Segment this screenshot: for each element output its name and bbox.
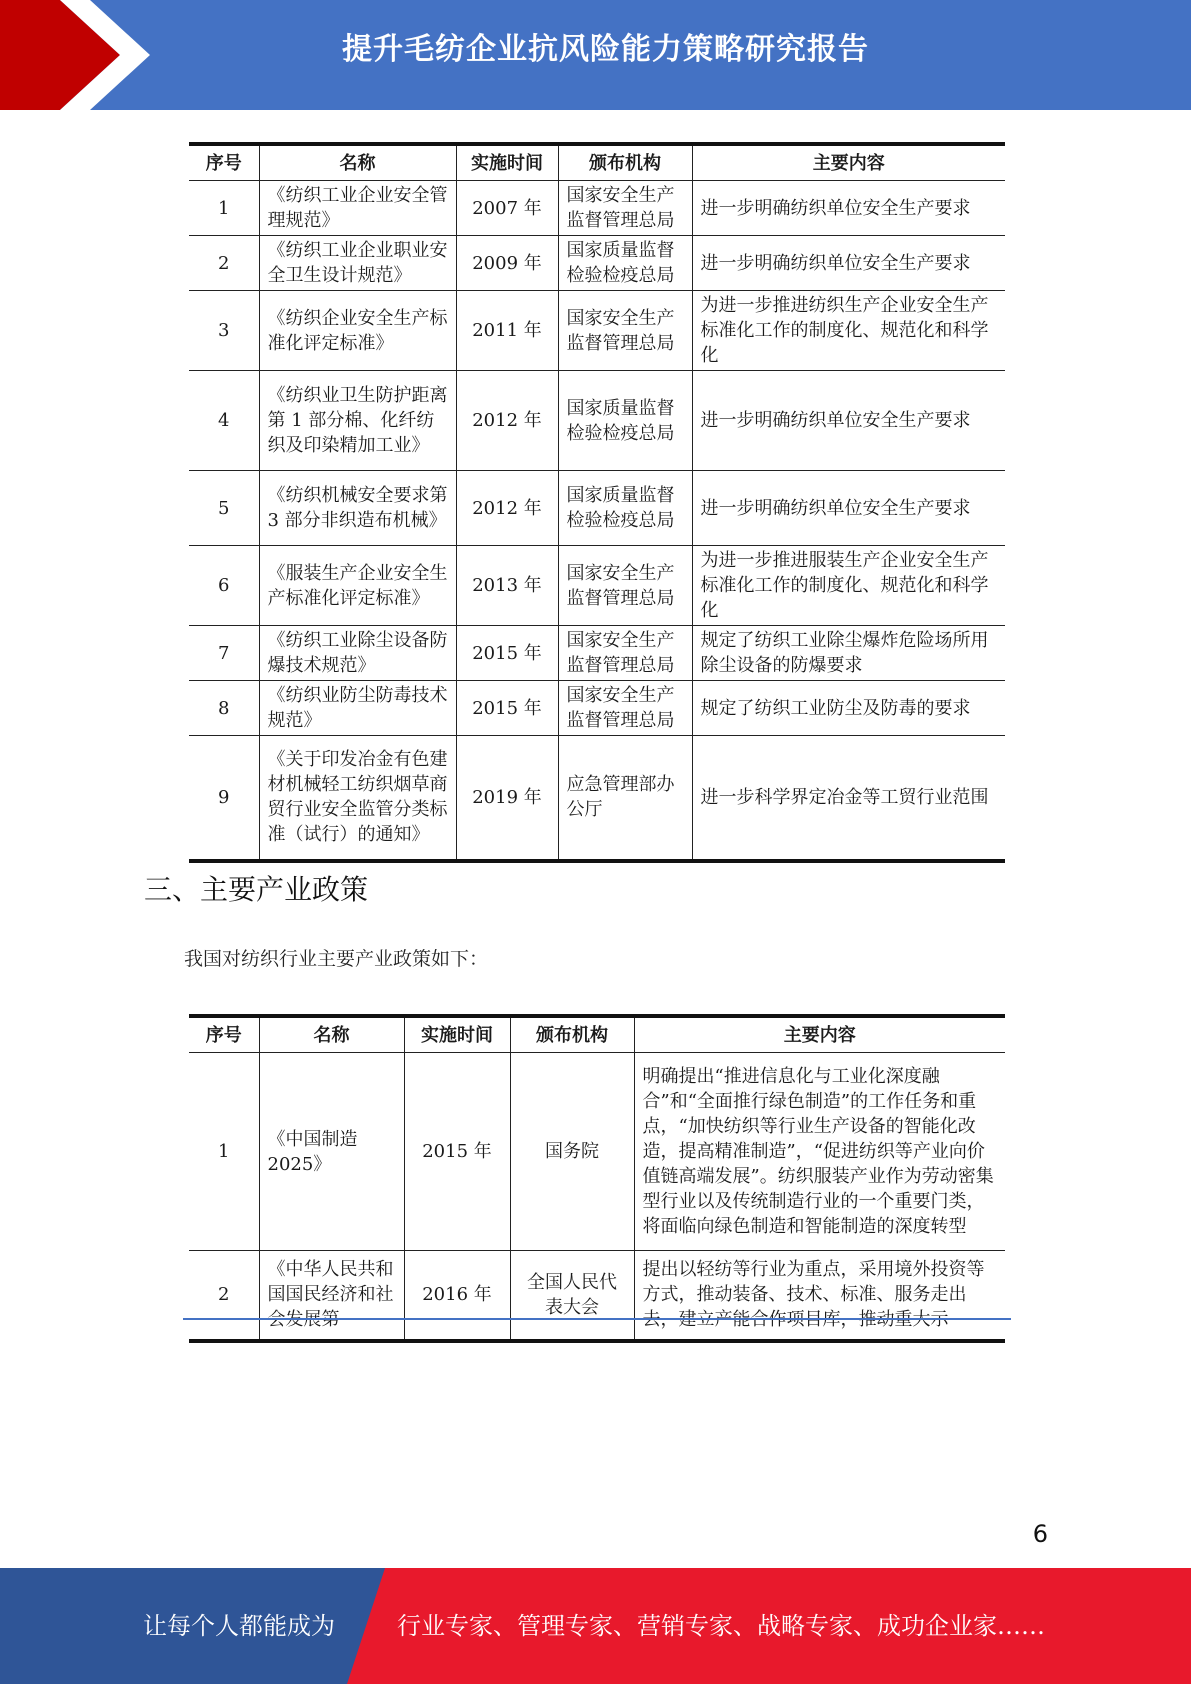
cell-date: 2019 年 — [456, 736, 558, 861]
cell-content: 规定了纺织工业防尘及防毒的要求 — [692, 681, 1005, 736]
cell-name: 《纺织机械安全要求第 3 部分非织造布机械》 — [259, 471, 456, 546]
cell-issuer: 国家质量监督检验检疫总局 — [558, 471, 692, 546]
cell-content: 明确提出“推进信息化与工业化深度融合”和“全面推行绿色制造”的工作任务和重点，“加快纺织等行业生产设备的智能化改造，提高精准制造”，“促进纺织等产业向价值链高端发展”。纺织服装产业作为劳动密集型行业以及传统制造行业的一个重要门类，将面临向绿色制造和智能制造的深度转型 — [634, 1053, 1005, 1251]
header-content: 主要内容 — [692, 144, 1005, 181]
table-row — [189, 1251, 1005, 1341]
cell-date: 2015 年 — [456, 681, 558, 736]
cell-issuer: 应急管理部办公厅 — [558, 736, 692, 861]
cell-date: 2015 年 — [404, 1053, 510, 1251]
cell-content: 为进一步推进纺织生产企业安全生产标准化工作的制度化、规范化和科学化 — [692, 291, 1005, 371]
cell-name: 《纺织企业安全生产标准化评定标准》 — [259, 291, 456, 371]
cell-content: 规定了纺织工业除尘爆炸危险场所用除尘设备的防爆要求 — [692, 626, 1005, 681]
header-issuer: 颁布机构 — [510, 1016, 634, 1053]
cell-content: 为进一步推进服装生产企业安全生产标准化工作的制度化、规范化和科学化 — [692, 546, 1005, 626]
cell-content: 进一步明确纺织单位安全生产要求 — [692, 236, 1005, 291]
cell-index: 4 — [189, 371, 259, 471]
cell-content: 进一步明确纺织单位安全生产要求 — [692, 181, 1005, 236]
cell-index: 3 — [189, 291, 259, 371]
header-index: 序号 — [189, 144, 259, 181]
cell-content: 进一步明确纺织单位安全生产要求 — [692, 371, 1005, 471]
cell-date: 2011 年 — [456, 291, 558, 371]
cell-date: 2012 年 — [456, 471, 558, 546]
cell-date: 2007 年 — [456, 181, 558, 236]
cell-issuer: 国家安全生产监督管理总局 — [558, 546, 692, 626]
cell-name: 《中华人民共和国国民经济和社 — [259, 1251, 404, 1341]
report-title: 提升毛纺企业抗风险能力策略研究报告 — [342, 32, 869, 67]
page-number: 6 — [1032, 1520, 1048, 1548]
cell-content: 进一步明确纺织单位安全生产要求 — [692, 471, 1005, 546]
cell-index: 1 — [189, 181, 259, 236]
cell-index: 7 — [189, 626, 259, 681]
cell-name: 《服装生产企业安全生产标准化评定标准》 — [259, 546, 456, 626]
industry-policy-table — [189, 1014, 1005, 1343]
section-intro: 我国对纺织行业主要产业政策如下： — [184, 948, 489, 970]
header-issuer: 颁布机构 — [558, 144, 692, 181]
header-index: 序号 — [189, 1016, 259, 1053]
header-name: 名称 — [259, 1016, 404, 1053]
cell-name: 《纺织业防尘防毒技术规范》 — [259, 681, 456, 736]
cell-index: 5 — [189, 471, 259, 546]
cell-date: 2015 年 — [456, 626, 558, 681]
cell-content: 提出以轻纺等行业为重点，采用境外投资等方式，推动装备、技术、标准、服务走出 — [634, 1251, 1005, 1341]
cell-issuer: 国务院 — [510, 1053, 634, 1251]
cell-content: 进一步科学界定冶金等工贸行业范围 — [692, 736, 1005, 861]
cell-date: 2009 年 — [456, 236, 558, 291]
cell-issuer: 国家质量监督检验检疫总局 — [558, 371, 692, 471]
footer-slogan-left: 让每个人都能成为 — [143, 1612, 335, 1640]
header-date: 实施时间 — [404, 1016, 510, 1053]
cell-date: 2012 年 — [456, 371, 558, 471]
cell-name: 《纺织工业除尘设备防爆技术规范》 — [259, 626, 456, 681]
cell-index: 8 — [189, 681, 259, 736]
section-heading: 三、主要产业政策 — [144, 873, 369, 906]
cell-name: 《纺织工业企业职业安全卫生设计规范》 — [259, 236, 456, 291]
header-name: 名称 — [259, 144, 456, 181]
footer-slogan-right: 行业专家、管理专家、营销专家、战略专家、成功企业家…… — [397, 1612, 1045, 1640]
cell-date: 2016 年 — [404, 1251, 510, 1341]
cell-issuer: 国家安全生产监督管理总局 — [558, 626, 692, 681]
cell-issuer: 国家安全生产监督管理总局 — [558, 681, 692, 736]
cell-index: 6 — [189, 546, 259, 626]
cell-issuer: 国家安全生产监督管理总局 — [558, 181, 692, 236]
table-cut-line — [183, 1318, 1011, 1320]
cell-index: 2 — [189, 236, 259, 291]
cell-issuer: 全国人民代表大会 — [510, 1251, 634, 1341]
table-row — [189, 1053, 1005, 1251]
cell-date: 2013 年 — [456, 546, 558, 626]
cell-index: 9 — [189, 736, 259, 861]
cell-name: 《纺织工业企业安全管理规范》 — [259, 181, 456, 236]
cell-issuer: 国家安全生产监督管理总局 — [558, 291, 692, 371]
cell-issuer: 国家质量监督检验检疫总局 — [558, 236, 692, 291]
cell-name: 《纺织业卫生防护距离第 1 部分棉、化纤纺织及印染精加工业》 — [259, 371, 456, 471]
cell-index: 2 — [189, 1251, 259, 1341]
cell-name: 《中国制造 2025》 — [259, 1053, 404, 1251]
page-footer — [0, 1568, 1191, 1684]
cell-name: 《关于印发冶金有色建材机械轻工纺织烟草商贸行业安全监管分类标准（试行）的通知》 — [259, 736, 456, 861]
table-header-row — [189, 1016, 1005, 1053]
header-date: 实施时间 — [456, 144, 558, 181]
cell-index: 1 — [189, 1053, 259, 1251]
header-content: 主要内容 — [634, 1016, 1005, 1053]
